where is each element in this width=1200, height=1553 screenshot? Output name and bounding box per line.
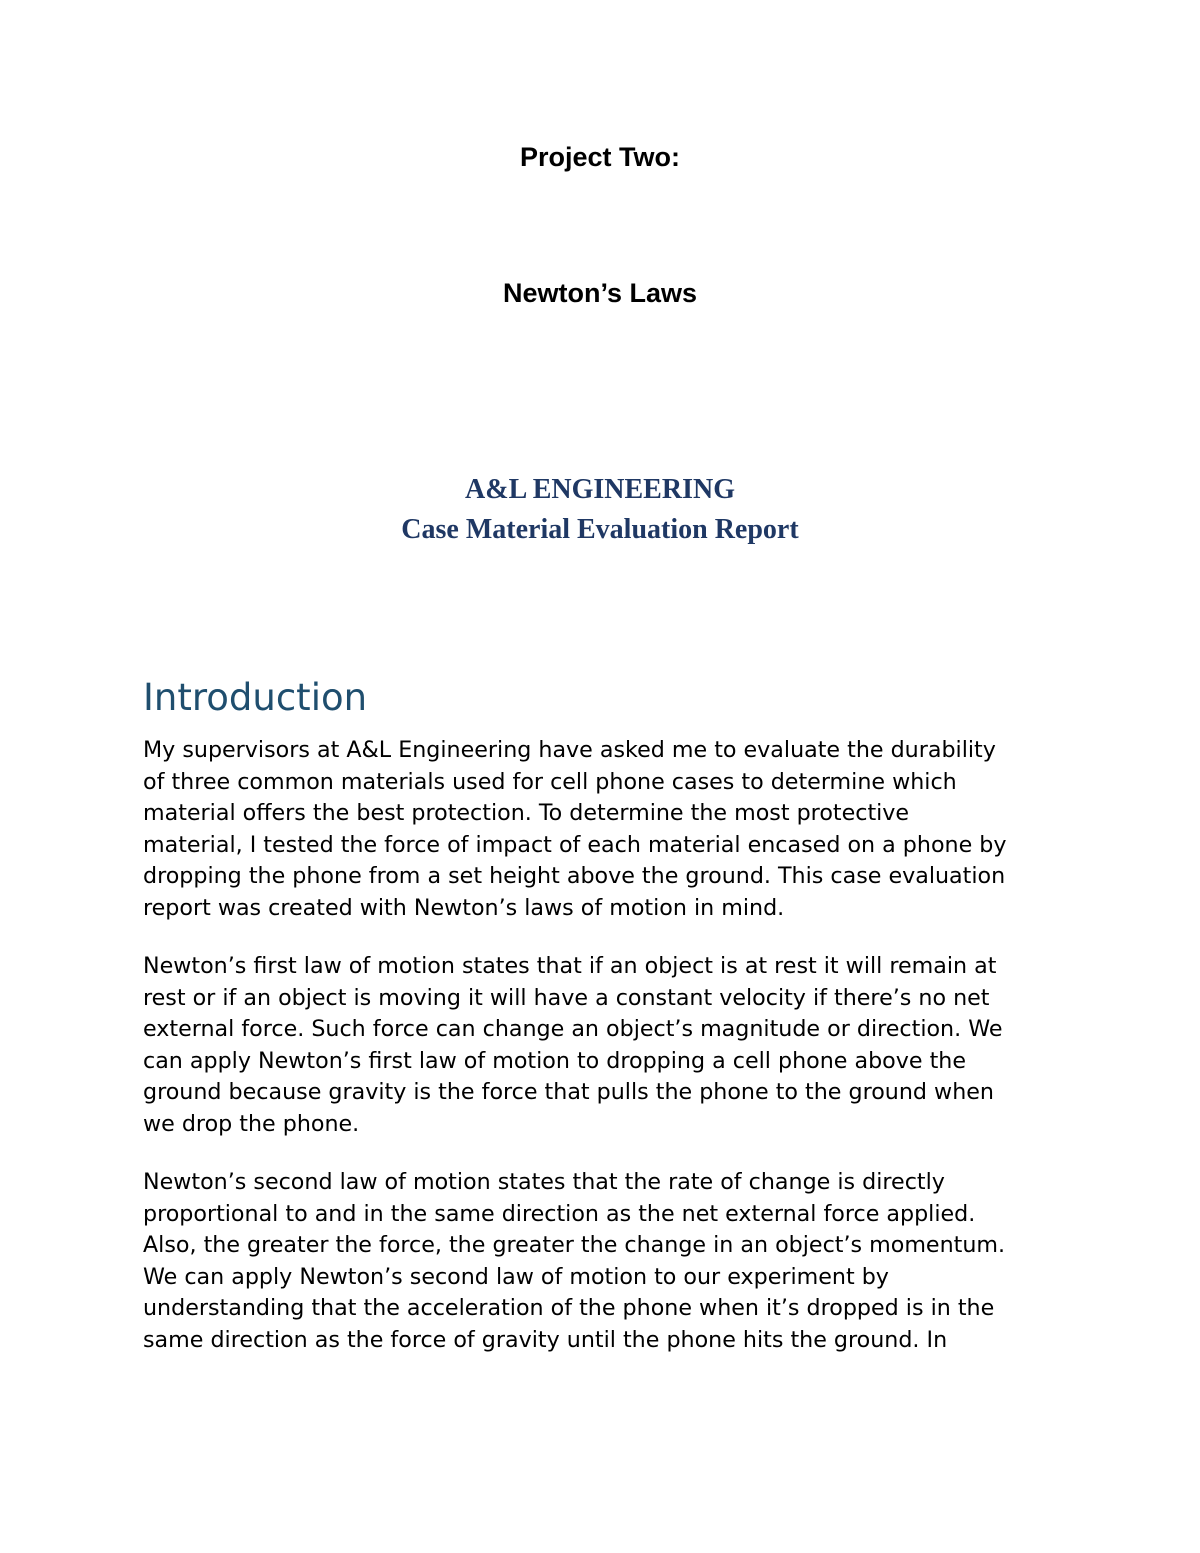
text-line: same direction as the force of gravity until the phone hits the ground. In <box>143 1326 948 1353</box>
text-line: can apply Newton’s first law of motion to dropping a cell phone above the <box>143 1047 966 1074</box>
text-line: Newton’s second law of motion states that the rate of change is directly <box>143 1169 945 1195</box>
text-line: Also, the greater the force, the greater the change in an object’s momentum. <box>143 1232 1006 1258</box>
report-title: Case Material Evaluation Report <box>401 514 799 545</box>
paragraph-2 <box>143 951 1068 1140</box>
text-line: external force. Such force can change an object’s magnitude or direction. We <box>143 1016 1003 1042</box>
text-line: My supervisors at A&L Engineering have asked me to evaluate the durability <box>143 737 996 763</box>
document-subject: Newton’s Laws <box>502 278 698 308</box>
text-line: understanding that the acceleration of the phone when it’s dropped is in the <box>143 1295 995 1321</box>
text-line: proportional to and in the same direction as the net external force applied. <box>143 1200 976 1227</box>
paragraph-1 <box>143 735 1068 924</box>
text-line: We can apply Newton’s second law of motion to our experiment by <box>143 1263 889 1290</box>
text-line: ground because gravity is the force that pulls the phone to the ground when <box>143 1079 994 1105</box>
text-line: Newton’s first law of motion states that if an object is at rest it will remain at <box>143 953 997 979</box>
section-heading-introduction: Introduction <box>143 676 368 719</box>
text-line: report was created with Newton’s laws of motion in mind. <box>143 894 785 921</box>
text-line: material, I tested the force of impact of each material encased on a phone by <box>143 831 1007 858</box>
company-name: A&L ENGINEERING <box>465 474 735 505</box>
text-line: we drop the phone. <box>143 1110 360 1137</box>
text-line: of three common materials used for cell phone cases to determine which <box>143 768 957 795</box>
text-line: rest or if an object is moving it will have a constant velocity if there’s no net <box>143 984 990 1011</box>
project-title: Project Two: <box>519 142 680 172</box>
paragraph-3 <box>143 1167 1068 1356</box>
text-line: dropping the phone from a set height above the ground. This case evaluation <box>143 863 1006 889</box>
text-line: material offers the best protection. To determine the most protective <box>143 800 910 826</box>
